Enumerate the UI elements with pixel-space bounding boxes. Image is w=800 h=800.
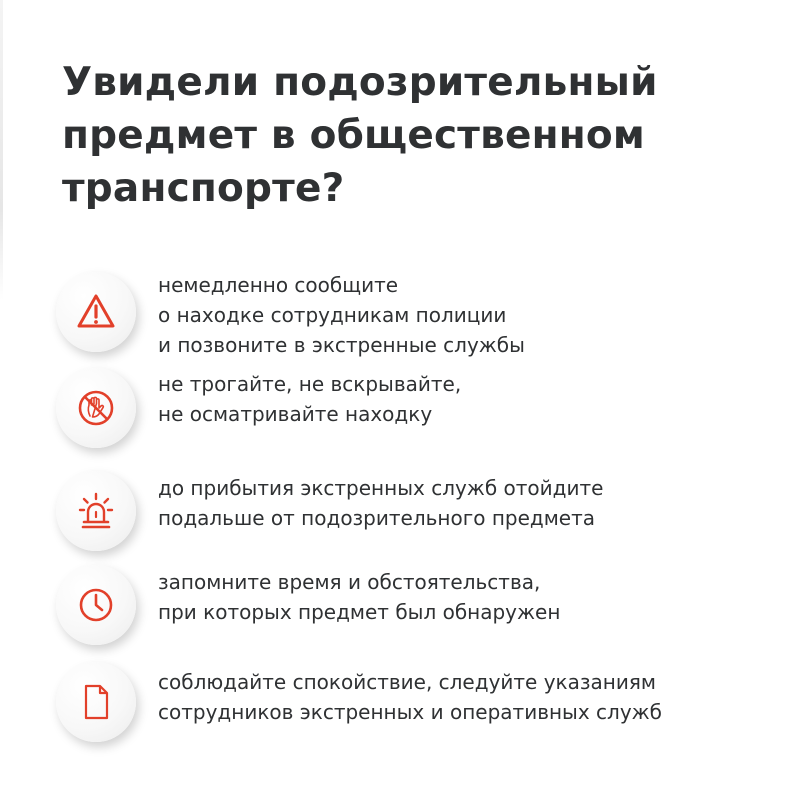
instruction-line: до прибытия экстренных служб отойдите xyxy=(158,476,604,500)
instruction-line: запомните время и обстоятельства, xyxy=(158,570,541,594)
title-line: предмет в общественном xyxy=(62,113,645,158)
instruction-line: немедленно сообщите xyxy=(158,273,399,297)
instruction-item-no-touch xyxy=(56,369,756,449)
icon-badge xyxy=(56,662,136,742)
instruction-line: не трогайте, не вскрывайте, xyxy=(158,372,462,396)
instruction-line: подальше от подозрительного предмета xyxy=(158,506,596,530)
document-icon xyxy=(76,682,116,722)
page-title xyxy=(62,56,762,215)
icon-badge xyxy=(56,471,136,551)
instruction-item-move-away xyxy=(56,473,756,553)
instruction-text xyxy=(158,270,758,360)
edge-decoration xyxy=(0,0,3,300)
title-line: Увидели подозрительный xyxy=(62,60,658,105)
instruction-item-stay-calm xyxy=(56,667,756,747)
icon-badge xyxy=(56,368,136,448)
instruction-item-report xyxy=(56,270,756,357)
instruction-text xyxy=(158,369,758,429)
instruction-line: при которых предмет был обнаружен xyxy=(158,600,561,624)
instruction-text xyxy=(158,567,758,627)
instruction-line: не осматривайте находку xyxy=(158,402,433,426)
instruction-item-remember xyxy=(56,567,756,647)
instruction-text xyxy=(158,473,758,533)
instruction-line: соблюдайте спокойствие, следуйте указаниям xyxy=(158,670,656,694)
no-touch-hand-icon xyxy=(76,388,116,428)
instruction-text xyxy=(158,667,758,727)
clock-icon xyxy=(76,585,116,625)
warning-triangle-icon xyxy=(76,292,116,332)
emergency-siren-icon xyxy=(76,491,116,531)
instruction-line: о находке сотрудникам полиции xyxy=(158,303,507,327)
title-line: транспорте? xyxy=(62,166,345,211)
icon-badge xyxy=(56,272,136,352)
instruction-line: и позвоните в экстренные службы xyxy=(158,333,525,357)
icon-badge xyxy=(56,565,136,645)
instruction-line: сотрудников экстренных и оперативных служб xyxy=(158,700,663,724)
